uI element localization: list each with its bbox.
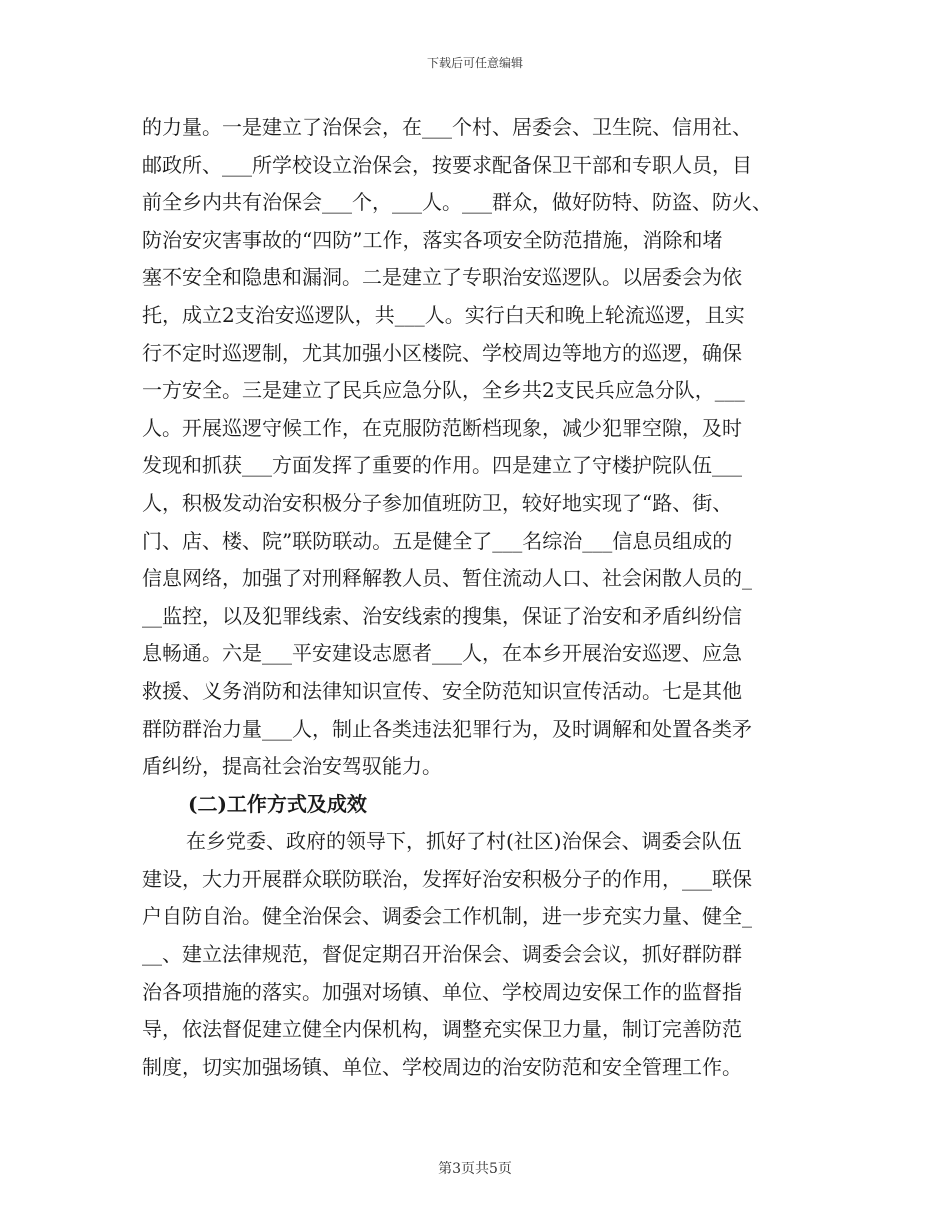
section-heading: (二)工作方式及成效 — [188, 791, 367, 816]
paragraph-line: 建设，大力开展群众联防联治，发挥好治安积极分子的作用，___联保 — [142, 866, 752, 891]
paragraph-line: 前全乡内共有治保会___个，___人。___群众，做好防特、防盗、防火、 — [142, 190, 772, 215]
paragraph-line: 发现和抓获___方面发挥了重要的作用。四是建立了守楼护院队伍___ — [142, 453, 742, 478]
paragraph-line: 救援、义务消防和法律知识宣传、安全防范知识宣传活动。七是其他 — [142, 678, 742, 703]
paragraph-line: 信息网络，加强了对刑释解教人员、暂住流动人口、社会闲散人员的_ — [142, 566, 752, 591]
paragraph-line: __、建立法律规范，督促定期召开治保会、调委会会议，抓好群防群 — [142, 942, 742, 967]
paragraph-line: 一方安全。三是建立了民兵应急分队，全乡共2支民兵应急分队，___ — [142, 378, 745, 403]
paragraph-line: 盾纠纷，提高社会治安驾驭能力。 — [142, 754, 442, 779]
paragraph-line: 制度，切实加强场镇、单位、学校周边的治安防范和安全管理工作。 — [142, 1054, 742, 1079]
paragraph-line: 导，依法督促建立健全内保机构，调整充实保卫力量，制订完善防范 — [142, 1017, 742, 1042]
paragraph-line: 户自防自治。健全治保会、调委会工作机制，进一步充实力量、健全_ — [142, 904, 752, 929]
paragraph-line: 行不定时巡逻制，尤其加强小区楼院、学校周边等地方的巡逻，确保 — [142, 340, 742, 365]
paragraph-line: 息畅通。六是___平安建设志愿者___人，在本乡开展治安巡逻、应急 — [142, 641, 742, 666]
paragraph-line: 塞不安全和隐患和漏洞。二是建立了专职治安巡逻队。以居委会为依 — [142, 265, 742, 290]
paragraph-line: 邮政所、___所学校设立治保会，按要求配备保卫干部和专职人员，目 — [142, 152, 752, 177]
paragraph-line: 的力量。一是建立了治保会，在___个村、居委会、卫生院、信用社、 — [142, 115, 752, 139]
paragraph-line: 人，积极发动治安积极分子参加值班防卫，较好地实现了“路、街、 — [142, 490, 733, 515]
paragraph-line: 托，成立2支治安巡逻队，共___人。实行白天和晚上轮流巡逻，且实 — [142, 302, 745, 327]
paragraph-line: 群防群治力量___人，制止各类违法犯罪行为，及时调解和处置各类矛 — [142, 716, 752, 741]
paragraph-line: 防治安灾害事故的“四防”工作，落实各项安全防范措施，消除和堵 — [142, 227, 723, 252]
paragraph-line: 在乡党委、政府的领导下，抓好了村(社区)治保会、调委会队伍 — [186, 829, 742, 854]
document-body — [142, 109, 822, 1086]
paragraph-line: 人。开展巡逻守候工作，在克服防范断档现象，减少犯罪空隙，及时 — [142, 415, 742, 440]
paragraph-line: 门、店、楼、院”联防联动。五是健全了___名综治___信息员组成的 — [142, 528, 733, 553]
paragraph-line: 治各项措施的落实。加强对场镇、单位、学校周边安保工作的监督指 — [142, 979, 742, 1004]
paragraph-line: __监控，以及犯罪线索、治安线索的搜集，保证了治安和矛盾纠纷信 — [142, 603, 742, 628]
page-header: 下载后可任意编辑 — [426, 56, 523, 70]
page-number-footer: 第3页共5页 — [438, 1161, 512, 1177]
